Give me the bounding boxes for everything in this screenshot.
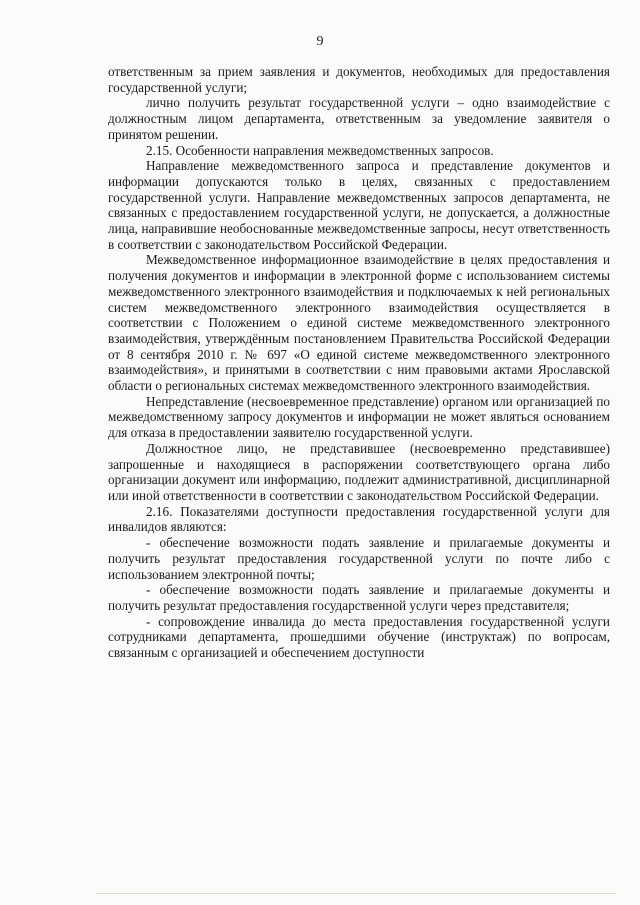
- list-item-2: - обеспечение возможности подать заявление и прилагаемые документы и получить результат предоставления государственной услуги через представителя;: [108, 582, 610, 613]
- paragraph-5: Межведомственное информационное взаимодействие в целях предоставления и получения документов и информации в электронной форме с использованием системы межведомственного электронного взаимодействия и подключаемых к ней региональных систем межведомственного электронного взаимодействия осуществляется в соответствии с Положением о единой системе межведомственного электронного взаимодействия, утверждённым постановлением Правительства Российской Федерации от 8 сентября 2010 г. № 697 «О единой системе межведомственного электронного взаимодействия», и принятыми в соответствии с ним правовыми актами Ярославской области о региональных системах межведомственного электронного взаимодействия.: [108, 252, 610, 394]
- list-item-3: - сопровождение инвалида до места предоставления государственной услуги сотрудниками департамента, прошедшими обучение (инструктаж) по вопросам, связанным с организацией и обеспечением доступности: [108, 613, 610, 661]
- paragraph-2: лично получить результат государственной услуги – одно взаимодействие с должностным лицом департамента, ответственным за уведомление заявителя о принятом решении.: [108, 95, 610, 142]
- section-heading-2-16: 2.16. Показателями доступности предоставления государственной услуги для инвалидов являются:: [108, 503, 610, 535]
- page-bottom-edge: [96, 893, 616, 894]
- section-heading-2-15: 2.15. Особенности направления межведомственных запросов.: [146, 142, 494, 158]
- list-item-1: - обеспечение возможности подать заявление и прилагаемые документы и получить результат предоставления государственной услуги по почте либо с использованием электронной почты;: [108, 535, 610, 582]
- paragraph-4: Направление межведомственного запроса и представление документов и информации допускаются только в целях, связанных с предоставлением государственной услуги. Направление межведомственных запросов департамента, не связанных с предоставлением государственной услуги, не допускается, а должностные лица, направившие необоснованные межведомственные запросы, несут ответственность в соответствии с законодательством Российской Федерации.: [108, 158, 610, 252]
- paragraph-7: Должностное лицо, не представившее (несвоевременно представившее) запрошенные и находящиеся в распоряжении соответствующего органа либо организации документ или информацию, подлежит административной, дисциплинарной или иной ответственности в соответствии с законодательством Российской Федерации.: [108, 440, 610, 503]
- paragraph-6: Непредставление (несвоевременное представление) органом или организацией по межведомственному запросу документов и информации не может являться основанием для отказа в предоставлении заявителю государственной услуги.: [108, 393, 610, 441]
- document-text: [108, 64, 610, 661]
- paragraph-1: ответственным за прием заявления и документов, необходимых для предоставления государственной услуги;: [108, 64, 610, 95]
- page-number: 9: [316, 34, 324, 49]
